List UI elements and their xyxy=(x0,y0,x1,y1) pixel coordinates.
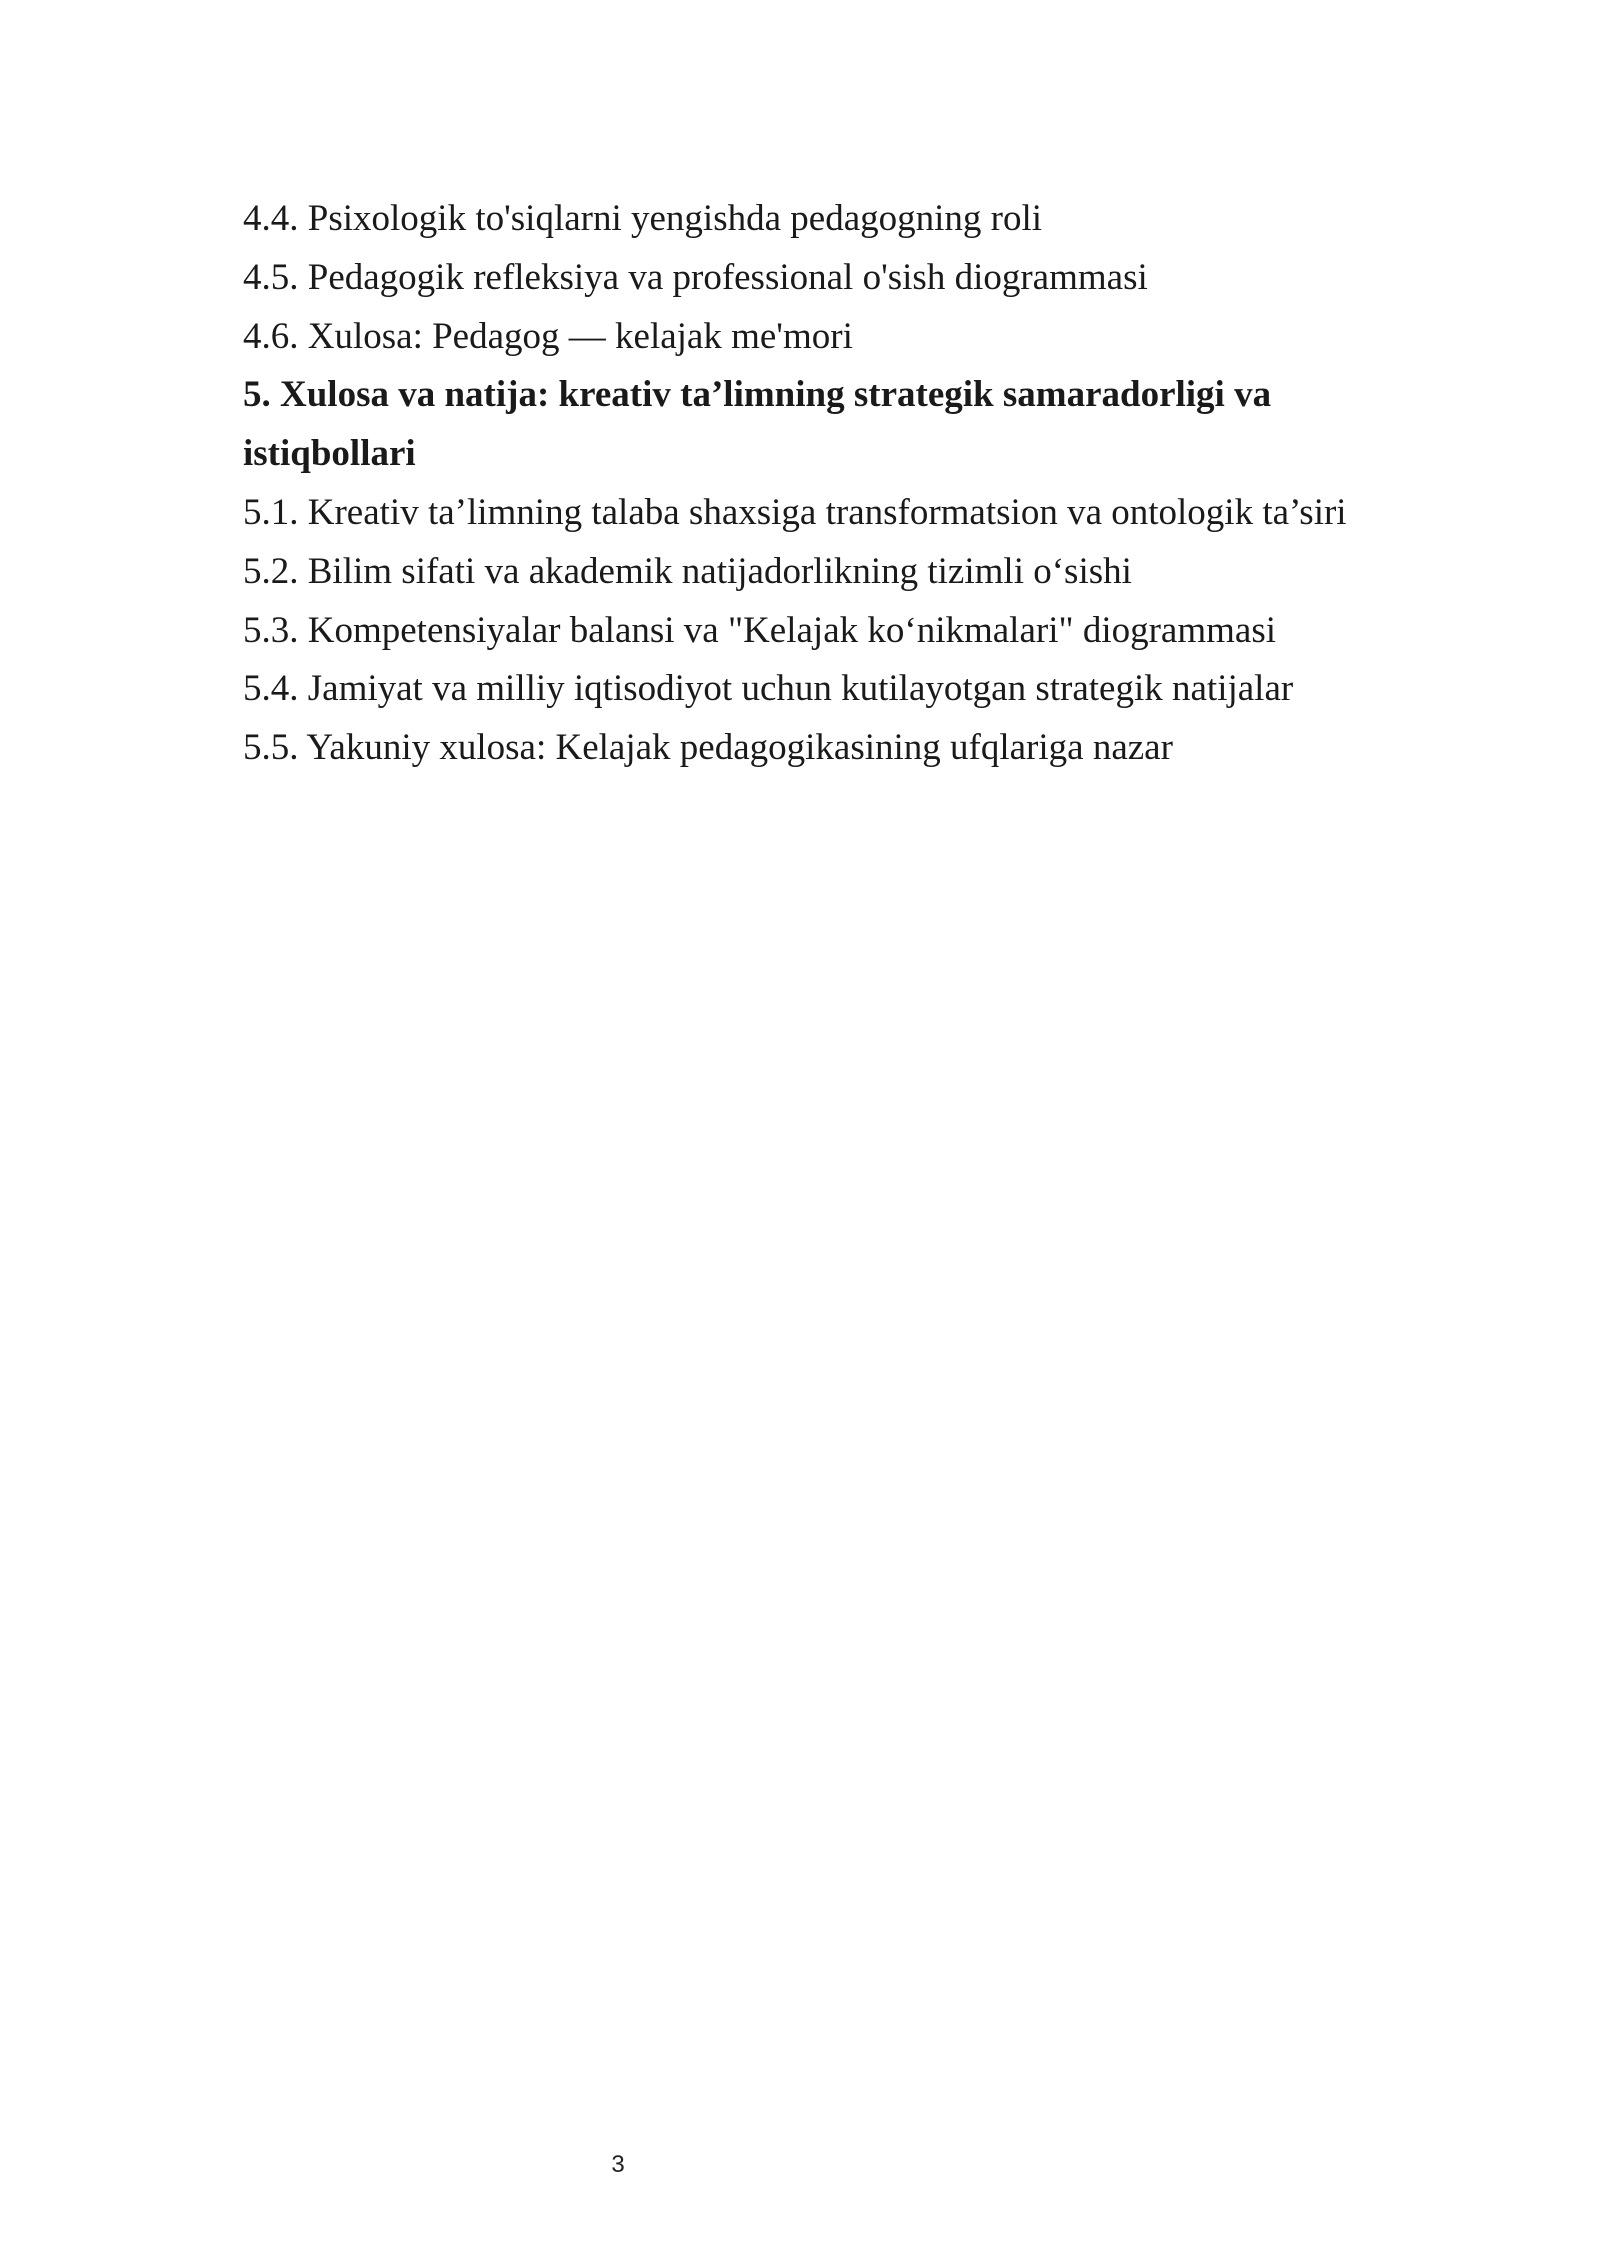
toc-entry-4-6: 4.6. Xulosa: Pedagog — kelajak me'mori xyxy=(243,315,853,357)
toc-entry-5-5: 5.5. Yakuniy xulosa: Kelajak pedagogikasining ufqlariga nazar xyxy=(243,727,1173,769)
toc-entry-5-2: 5.2. Bilim sifati va akademik natijadorlikning tizimli o‘sishi xyxy=(243,550,1132,592)
toc-entry-5-1: 5.1. Kreativ ta’limning talaba shaxsiga transformatsion va ontologik ta’siri xyxy=(243,491,1347,533)
toc-entry-5-4: 5.4. Jamiyat va milliy iqtisodiyot uchun kutilayotgan strategik natijalar xyxy=(243,668,1294,710)
toc-entry-4-5: 4.5. Pedagogik refleksiya va professional o'sish diogrammasi xyxy=(243,256,1148,298)
page-number: 3 xyxy=(611,2151,625,2178)
toc-section-5-heading: 5. Xulosa va natija: kreativ ta’limning strategik samaradorligi va istiqbollari xyxy=(243,374,1272,475)
toc-entry-5-3: 5.3. Kompetensiyalar balansi va "Kelajak ko‘nikmalari" diogrammasi xyxy=(243,609,1277,651)
table-of-contents xyxy=(243,190,1365,778)
toc-entry-4-4: 4.4. Psixologik to'siqlarni yengishda pedagogning roli xyxy=(243,198,1043,239)
